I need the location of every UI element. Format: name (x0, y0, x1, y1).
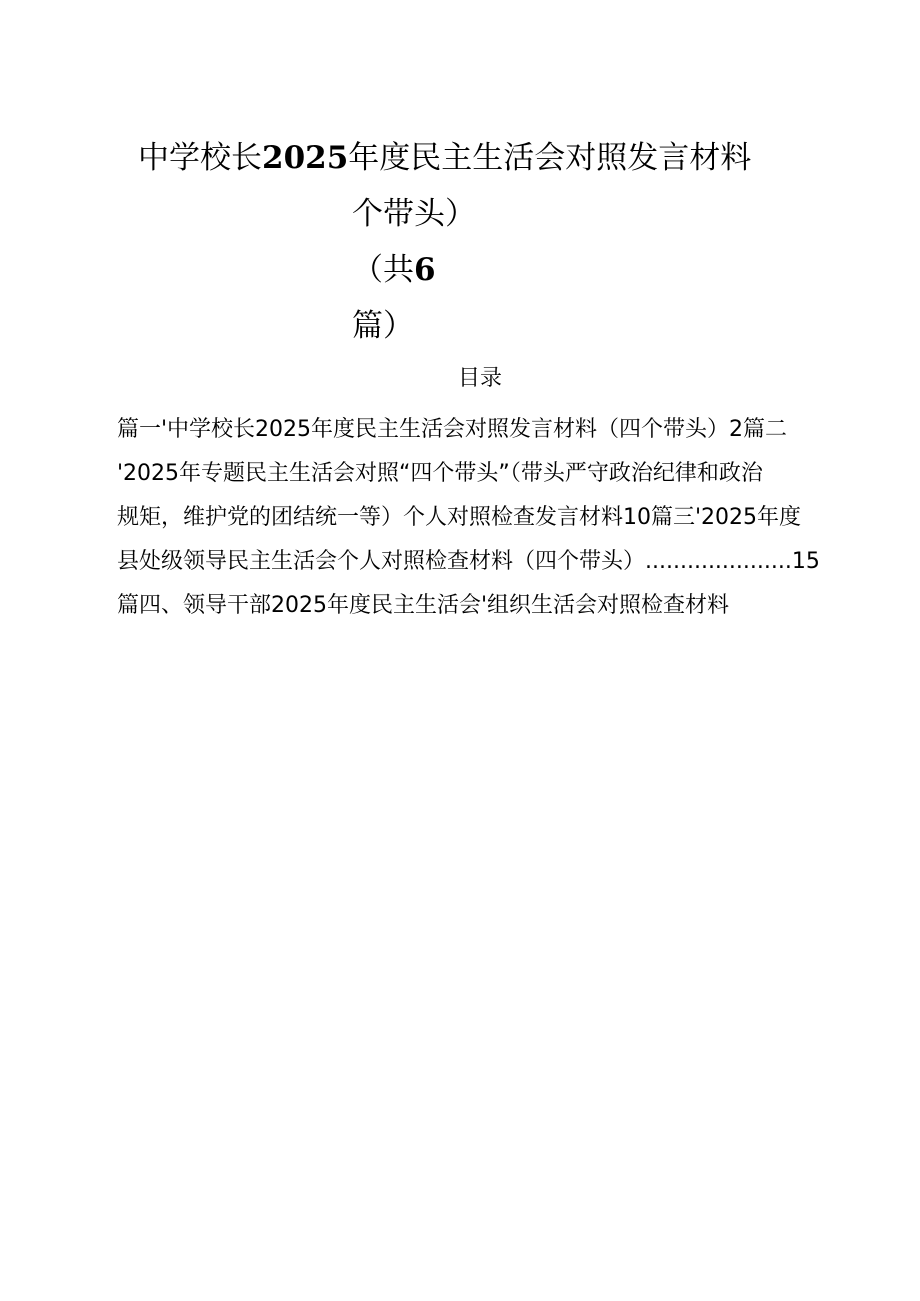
title-text: （共 (352, 252, 414, 288)
toc-line[interactable]: 篇一'中学校长2025年度民主生活会对照发言材料（四个带头）2篇二 (117, 417, 788, 442)
toc-line[interactable]: '2025年专题民主生活会对照“四个带头”（带头严守政治纪律和政治 (117, 461, 763, 486)
toc-heading: 目录 (457, 366, 502, 391)
title-text: 年度民主生活会对照发言材料 (348, 140, 752, 176)
title-line-4 (352, 306, 414, 346)
title-text: 个带头） (352, 196, 476, 232)
title-line-1 (138, 138, 751, 178)
toc-line[interactable]: 篇四、领导干部2025年度民主生活会'组织生活会对照检查材料 (117, 593, 730, 618)
title-count: 6 (414, 252, 436, 288)
title-year: 2025 (262, 140, 349, 176)
title-line-2 (352, 194, 476, 234)
table-of-contents (117, 408, 827, 628)
toc-line[interactable]: 县处级领导民主生活会个人对照检查材料（四个带头）.....................15 (117, 549, 820, 574)
title-text: 中学校长 (138, 140, 262, 176)
title-line-3 (352, 250, 436, 290)
title-text: 篇） (352, 308, 414, 344)
toc-line[interactable]: 规矩，维护党的团结统一等）个人对照检查发言材料10篇三'2025年度 (117, 505, 802, 530)
